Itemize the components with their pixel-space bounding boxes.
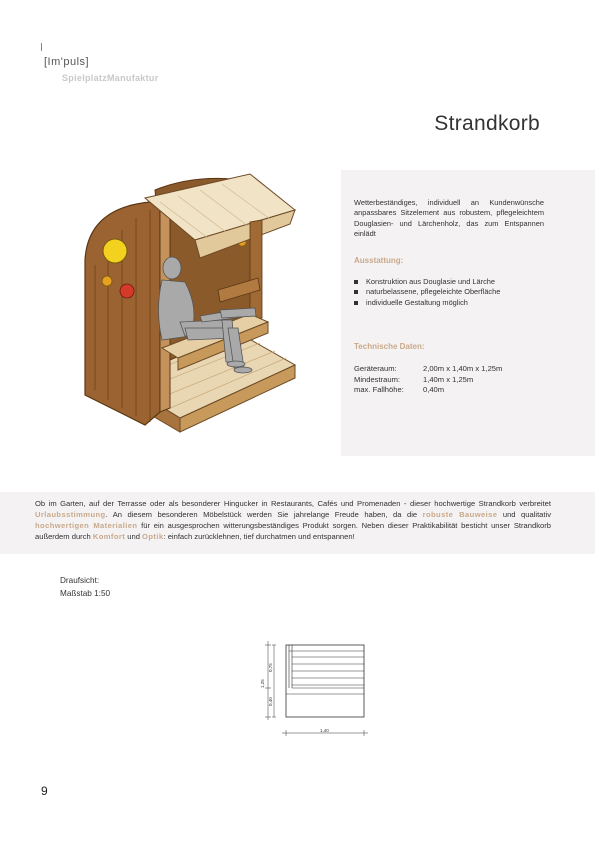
inner-wall xyxy=(250,220,262,322)
spec-value: 1,40m x 1,25m xyxy=(423,374,474,384)
equipment-heading: Ausstattung: xyxy=(354,256,404,265)
dim-height: 1,25 xyxy=(260,679,265,688)
plan-outline xyxy=(286,645,364,717)
strandkorb-illustration xyxy=(50,150,340,455)
plan-view-label: Draufsicht: xyxy=(60,576,100,585)
bullet-icon xyxy=(354,301,358,305)
dim-part-a: 0,75 xyxy=(268,663,273,672)
bullet-icon xyxy=(354,280,358,284)
product-lead-text: Wetterbeständiges, individuell an Kundenwünsche anpassbares Sitzelement aus robustem, pflegeleichtem Douglasien- und Lärchenholz, das zum Entspannen einlädt xyxy=(354,198,544,239)
info-panel xyxy=(341,170,595,456)
highlight-text: robuste Bauweise xyxy=(422,510,498,519)
deco-circle-red xyxy=(120,284,134,298)
page-number: 9 xyxy=(41,784,48,798)
brand-subtitle: SpielplatzManufaktur xyxy=(62,73,159,83)
list-item: naturbelassene, pflegeleichte Oberfläche xyxy=(354,287,564,297)
spec-label: Geräteraum: xyxy=(354,364,397,373)
highlight-text: Komfort xyxy=(92,532,126,541)
spec-label: Mindestraum: xyxy=(354,374,401,384)
spec-value: 2,00m x 1,40m x 1,25m xyxy=(423,364,503,373)
brand-tick xyxy=(41,43,42,51)
list-item: Konstruktion aus Douglasie und Lärche xyxy=(354,277,564,287)
page-title: Strandkorb xyxy=(434,112,540,135)
brand-logo-text: [Im'puls] xyxy=(44,56,90,68)
dim-width: 1,40 xyxy=(320,728,329,733)
bullet-icon xyxy=(354,290,358,294)
plan-caption xyxy=(60,574,110,600)
plan-scale-label: Maßstab 1:50 xyxy=(60,589,111,598)
spec-value: 0,40m xyxy=(423,385,445,394)
list-item: individuelle Gestaltung möglich xyxy=(354,298,564,308)
description-text: Ob im Garten, auf der Terrasse oder als besonderer Hingucker in Restaurants, Cafés und Promenaden - dieser hochwertige Strandkorb verbreitet Urlaubsstimmung. An diesem besonderen Möbelstück werden Sie jahrelange Freude haben, da die robuste Bauweise und qualitativ hochwertigen Materialien für ein ausgesprochen witterungsbeständiges Produkt sorgen. Neben dieser Praktikabilität besticht unser Strandkorb außerdem durch Komfort und Optik: einfach zurücklehnen, tief durchatmen und entspannen! xyxy=(35,499,551,541)
dim-part-b: 0,40 xyxy=(268,697,273,706)
highlight-text: Optik xyxy=(142,532,164,541)
highlight-text: hochwertigen Materialien xyxy=(35,521,138,530)
spec-label: max. Fallhöhe: xyxy=(354,385,404,394)
description-band xyxy=(0,492,595,554)
deco-circle-yellow xyxy=(103,239,127,263)
deco-circle-orange xyxy=(102,276,112,286)
highlight-text: Urlaubsstimmung xyxy=(35,510,106,519)
equipment-list xyxy=(354,277,564,308)
side-wall xyxy=(85,202,160,425)
top-view-plan xyxy=(248,636,370,746)
tech-data-heading: Technische Daten: xyxy=(354,342,425,351)
